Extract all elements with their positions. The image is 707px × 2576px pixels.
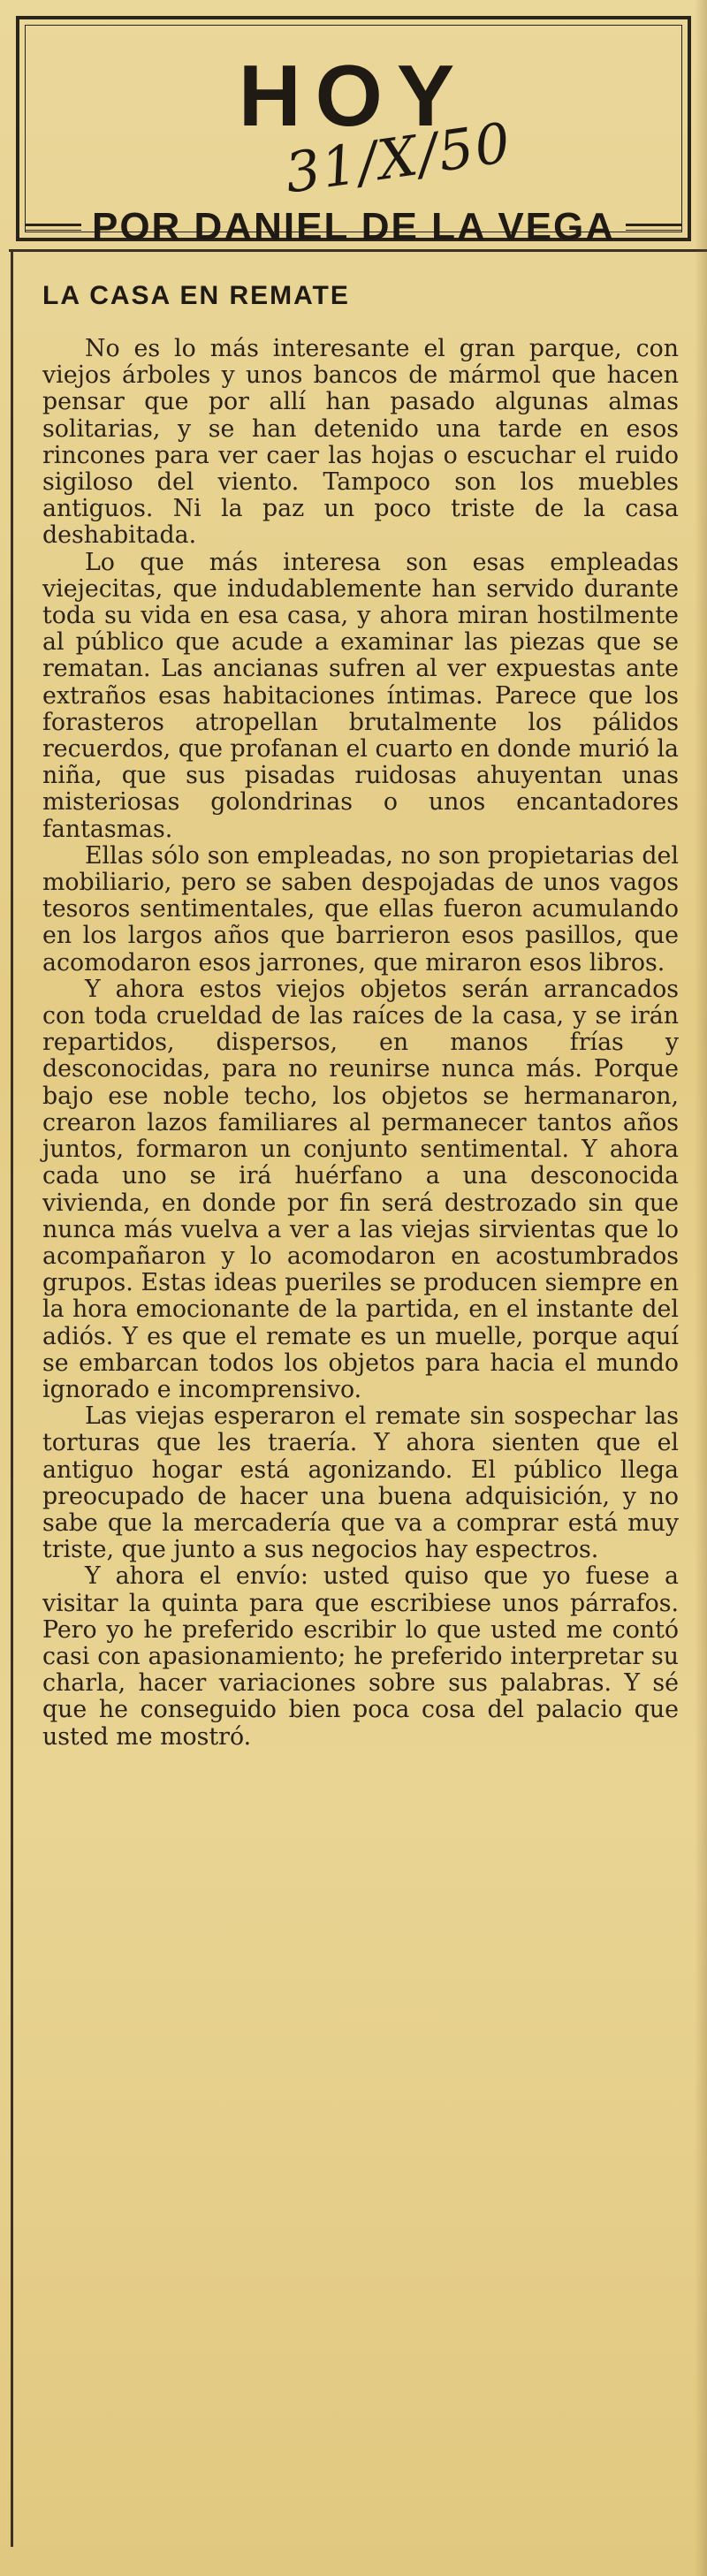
paper-edge-shadow bbox=[695, 0, 707, 2576]
paragraph: Y ahora el envío: usted quiso que yo fuese a visitar la quinta para que escribiese unos párrafos. Pero yo he preferido escribir lo que usted me contó casi con apasionamiento; he preferido interpretar su charla, hacer variaciones sobre sus palabras. Y sé que he conseguido bien poca cosa del palacio que usted me mostró. bbox=[42, 1562, 679, 1751]
article-headline: LA CASA EN REMATE bbox=[42, 281, 350, 310]
paragraph: Lo que más interesa son esas empleadas viejecitas, que indudablemente han servido durante toda su vida en esa casa, y ahora miran hostilmente al público que acude a examinar las piezas que se rematan. Las ancianas sufren al ver expuestas ante extraños esas habitaciones íntimas. Parece que los forasteros atropellan brutalmente los pálidos recuerdos, que profanan el cuarto en donde murió la niña, que sus pisadas ruidosas ahuyentan unas misteriosas golondrinas o unos encantadores fantasmas. bbox=[42, 548, 679, 843]
column-header-box bbox=[16, 16, 691, 248]
byline-row bbox=[25, 205, 682, 249]
column-top-rule bbox=[9, 249, 707, 252]
byline-rule-left bbox=[25, 224, 81, 231]
column-title: HOY bbox=[238, 47, 469, 144]
article-body bbox=[42, 336, 679, 1751]
paragraph: No es lo más interesante el gran parque, con viejos árboles y unos bancos de mármol que hacen pensar que por allí han pasado algunas almas solitarias, y se han detenido una tarde en esos rincones para ver caer las hojas o escuchar el ruido sigiloso del viento. Tampoco son los muebles antiguos. Ni la paz un poco triste de la casa deshabitada. bbox=[42, 335, 679, 550]
byline-rule-right bbox=[626, 224, 682, 231]
paragraph: Ellas sólo son empleadas, no son propietarias del mobiliario, pero se saben despojadas de unos vagos tesoros sentimentales, que ellas fueron acumulando en los largos años que barrieron esos pasillos, que acomodaron esos jarrones, que miraron esos libros. bbox=[42, 841, 679, 976]
byline: POR DANIEL DE LA VEGA bbox=[91, 205, 616, 248]
column-left-rule bbox=[11, 249, 13, 2547]
handwritten-date: 31/X/50 bbox=[281, 110, 516, 206]
paragraph: Las viejas esperaron el remate sin sospechar las torturas que les traería. Y ahora sienten que el antiguo hogar está agonizando. El público llega preocupado de hacer una buena adquisición, y no sabe que la mercadería que va a comprar está muy triste, que junto a sus negocios hay espectros. bbox=[42, 1402, 679, 1564]
paragraph: Y ahora estos viejos objetos serán arrancados con toda crueldad de las raíces de la casa, y se irán repartidos, dispersos, en manos frías y desconocidas, para no reunirse nunca más. Porque bajo ese noble techo, los objetos se hermanaron, crearon lazos familiares al permanecer tantos años juntos, formaron un conjunto sentimental. Y ahora cada uno se irá huérfano a una desconocida vivienda, en donde por fin será destrozado sin que nunca más vuelva a ver a las viejas sirvientas que lo acompañaron y lo acomodaron en acostumbrados grupos. Estas ideas pueriles se producen siempre en la hora emocionante de la partida, en el instante del adiós. Y es que el remate es un muelle, porque aquí se embarcan todos los objetos para hacia el mundo ignorado e incomprensivo. bbox=[42, 975, 679, 1403]
